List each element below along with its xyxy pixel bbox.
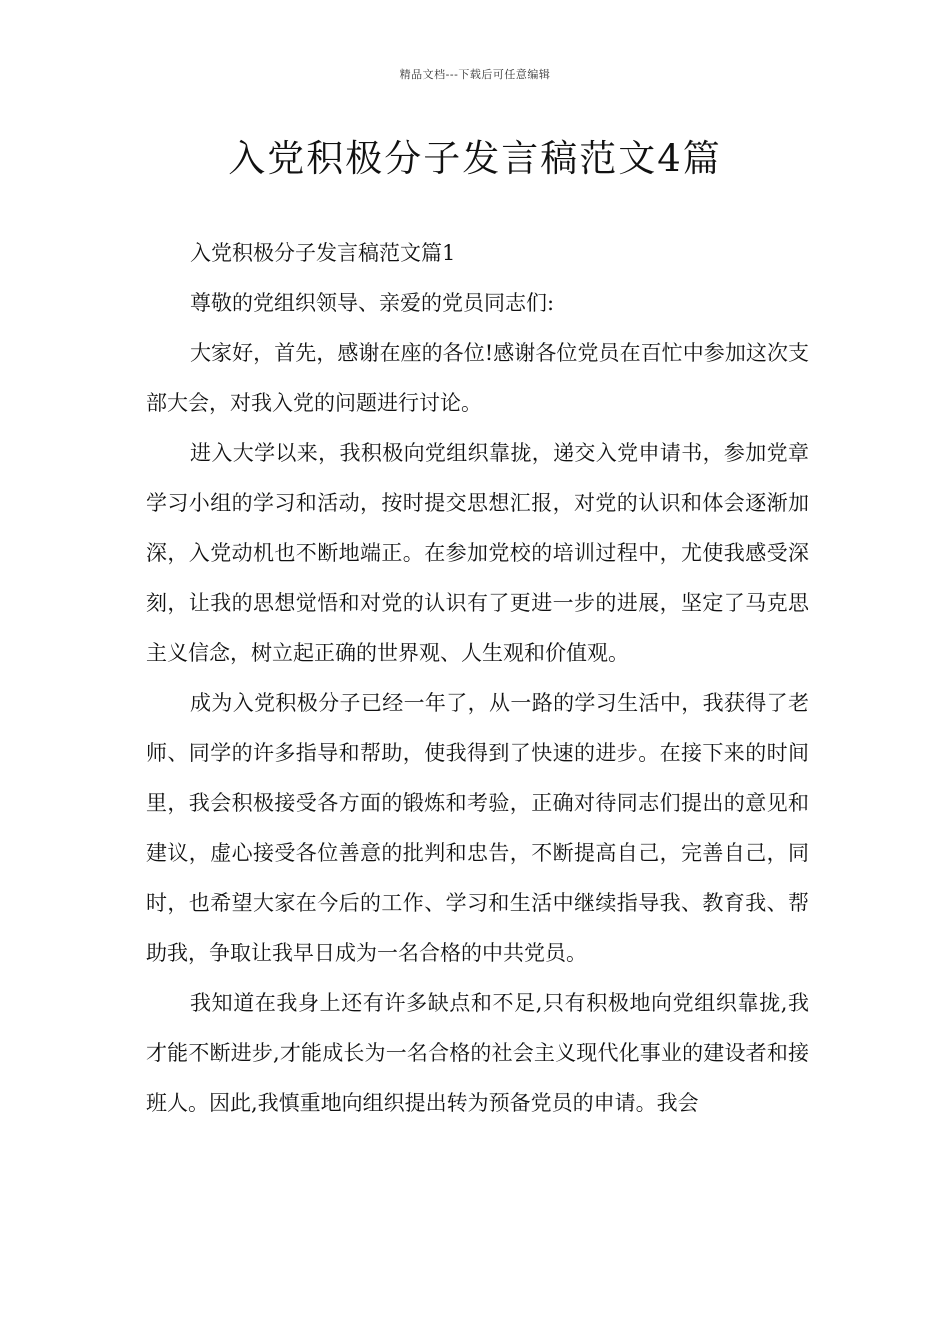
document-body [146, 228, 809, 1128]
header-note: 精品文档---下载后可任意编辑 [399, 68, 551, 81]
document-title: 入党积极分子发言稿范文4篇 [228, 137, 722, 180]
body-paragraph: 我知道在我身上还有许多缺点和不足,只有积极地向党组织靠拢,我才能不断进步,才能成长为一名合格的社会主义现代化事业的建设者和接班人。因此,我慎重地向组织提出转为预备党员的申请。我会 [146, 991, 809, 1115]
body-paragraph: 大家好，首先，感谢在座的各位!感谢各位党员在百忙中参加这次支部大会，对我入党的问题进行讨论。 [146, 341, 809, 415]
salutation: 尊敬的党组织领导、亲爱的党员同志们: [190, 291, 555, 315]
body-paragraph: 成为入党积极分子已经一年了，从一路的学习生活中，我获得了老师、同学的许多指导和帮助，使我得到了快速的进步。在接下来的时间里，我会积极接受各方面的锻炼和考验，正确对待同志们提出的意见和建议，虚心接受各位善意的批判和忠告，不断提高自己，完善自己，同时，也希望大家在今后的工作、学习和生活中继续指导我、教育我、帮助我，争取让我早日成为一名合格的中共党员。 [146, 691, 809, 965]
body-paragraph: 进入大学以来，我积极向党组织靠拢，递交入党申请书，参加党章学习小组的学习和活动，按时提交思想汇报，对党的认识和体会逐渐加深，入党动机也不断地端正。在参加党校的培训过程中，尤使我感受深刻，让我的思想觉悟和对党的认识有了更进一步的进展，坚定了马克思主义信念，树立起正确的世界观、人生观和价值观。 [146, 441, 809, 665]
section-heading: 入党积极分子发言稿范文篇1 [190, 241, 456, 265]
